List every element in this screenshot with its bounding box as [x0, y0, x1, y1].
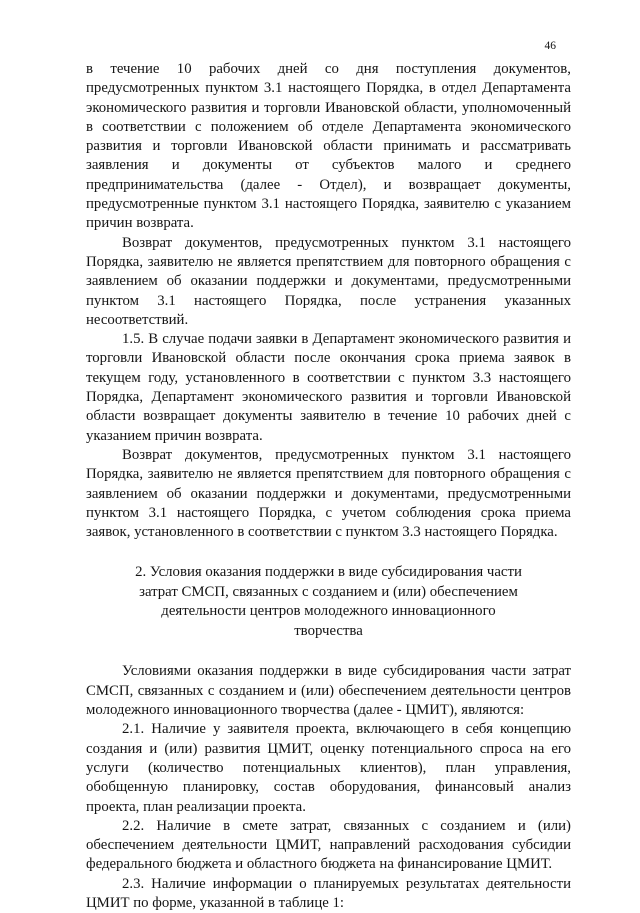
paragraph-return-not-obstacle: Возврат документов, предусмотренных пунктом 3.1 настоящего Порядка, заявителю не является препятствием для повторного обращения с заявлением об оказании поддержки и документами, предусмотренными пунктом 3.1 настоящего Порядка, после устранения указанных несоответствий.	[86, 234, 571, 328]
section-heading: 2. Условия оказания поддержки в виде субсидирования части затрат СМСП, связанных с созданием и (или) обеспечением деятельности центров молодежного инновационного творчества	[135, 564, 522, 639]
paragraph-condition-2-1: 2.1. Наличие у заявителя проекта, включающего в себя концепцию создания и (или) развития ЦМИТ, оценку потенциального спроса на его услуги (количество потенциальных клиентов), план управления, обобщенную планировку, состав оборудования, финансовый анализ проекта, план реализации проекта.	[86, 721, 571, 815]
document-body	[86, 60, 571, 913]
paragraph-conditions-intro: Условиями оказания поддержки в виде субсидирования части затрат СМСП, связанных с созданием и (или) обеспечением деятельности центров молодежного инновационного творчества (далее - ЦМИТ), являются:	[86, 663, 571, 719]
paragraph-condition-2-3: 2.3. Наличие информации о планируемых результатах деятельности ЦМИТ по форме, указанной в таблице 1:	[86, 875, 571, 911]
paragraph-condition-2-2: 2.2. Наличие в смете затрат, связанных с созданием и (или) обеспечением деятельности ЦМИТ, направлений расходования субсидии федерального бюджета и областного бюджета на финансирование ЦМИТ.	[86, 817, 571, 873]
paragraph-return-deadline: в течение 10 рабочих дней со дня поступления документов, предусмотренных пунктом 3.1 настоящего Порядка, в отдел Департамента экономического развития и торговли Ивановской области, уполномоченный в соответствии с положением об отделе Департамента экономического развития и торговли Ивановской области принимать и рассматривать заявления и документы от субъектов малого и среднего предпринимательства (далее - Отдел), и возвращает документы, предусмотренные пунктом 3.1 настоящего Порядка, заявителю с указанием причин возврата.	[86, 61, 571, 232]
paragraph-late-application: 1.5. В случае подачи заявки в Департамент экономического развития и торговли Ивановской области после окончания срока приема заявок в текущем году, установленного в соответствии с пунктом 3.3 настоящего Порядка, Департамент экономического развития и торговли Ивановской области возвращает документы заявителю в течение 10 рабочих дней с указанием причин возврата.	[86, 331, 571, 444]
paragraph-return-not-obstacle-deadline: Возврат документов, предусмотренных пунктом 3.1 настоящего Порядка, заявителю не является препятствием для повторного обращения с заявлением об оказании поддержки и документами, предусмотренными пунктом 3.1 настоящего Порядка, с учетом соблюдения срока приема заявок, установленного в соответствии с пунктом 3.3 настоящего Порядка.	[86, 446, 571, 541]
page-number: 46	[544, 40, 556, 52]
